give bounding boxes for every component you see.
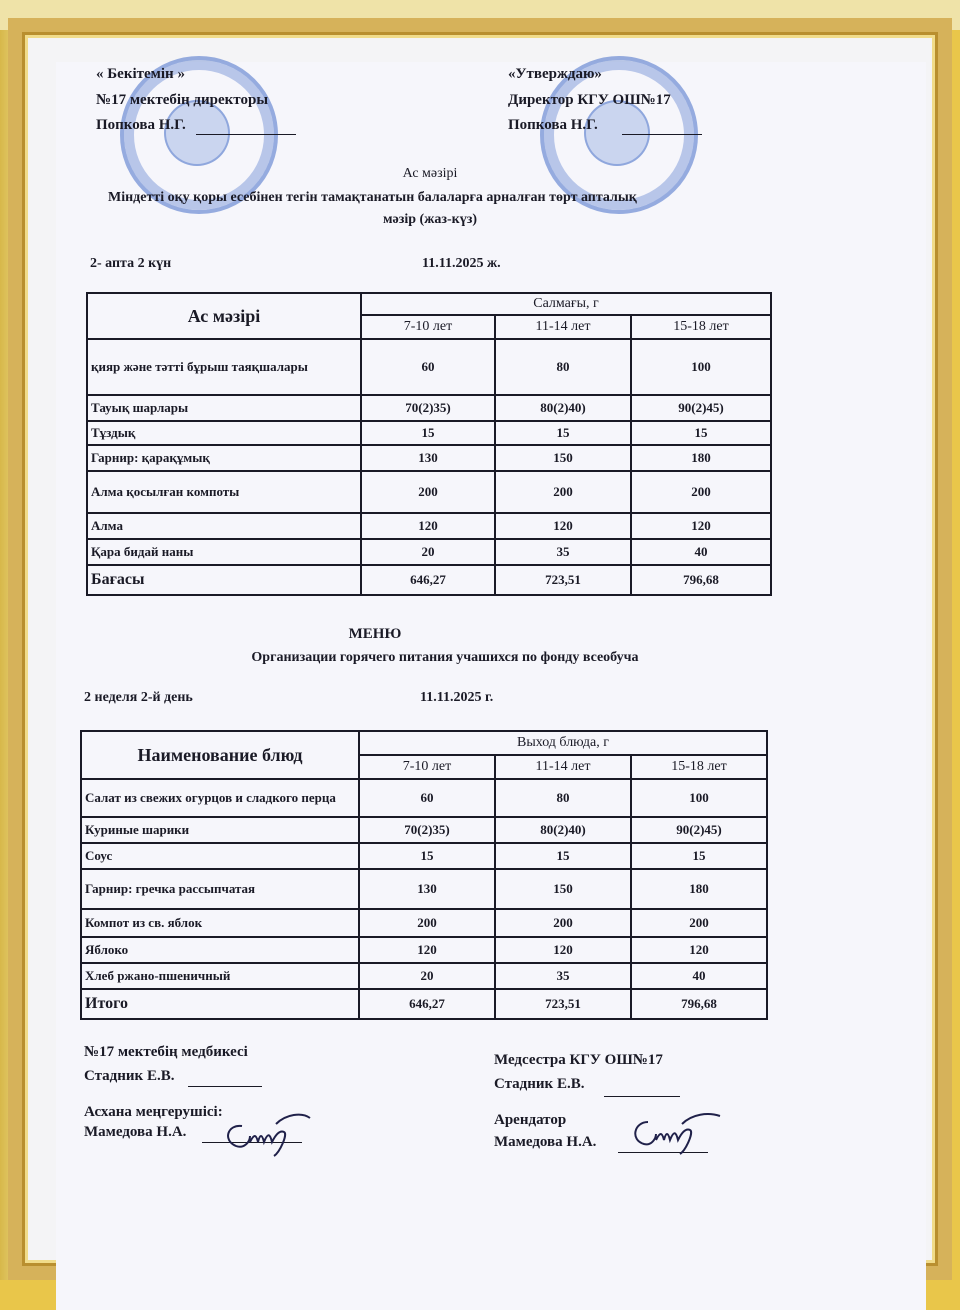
table-row (87, 445, 771, 471)
table-row (87, 339, 771, 395)
kz-row-value: 40 (631, 539, 771, 565)
kz-row-value: 120 (495, 513, 631, 539)
ru-week-day: 2 неделя 2-й день (84, 690, 193, 705)
kz-canteen-signature-icon (214, 1104, 314, 1164)
kz-row-value: 150 (495, 445, 631, 471)
kz-director-name: Попкова Н.Г. (96, 117, 186, 133)
ru-col-weight: Выход блюда, г (359, 731, 767, 755)
kz-approve: « Бекітемін » (96, 66, 185, 82)
ru-row-value: 100 (631, 779, 767, 817)
ru-row-name: Яблоко (81, 937, 359, 963)
table-row-total (81, 989, 767, 1019)
ru-row-value: 60 (359, 779, 495, 817)
table-row (87, 539, 771, 565)
kz-row-value: 120 (361, 513, 495, 539)
kz-nurse-title: №17 мектебің медбикесі (84, 1044, 248, 1060)
kz-total-value: 723,51 (495, 565, 631, 595)
kz-row-name: Алма қосылған компоты (87, 471, 361, 513)
ru-row-value: 200 (495, 909, 631, 937)
table-row (81, 779, 767, 817)
ru-row-value: 35 (495, 963, 631, 989)
kz-canteen-name: Мамедова Н.А. (84, 1124, 187, 1140)
ru-row-value: 20 (359, 963, 495, 989)
menu-sheet (56, 62, 926, 1310)
ru-signature-line (622, 134, 702, 135)
ru-total-value: 646,27 (359, 989, 495, 1019)
kz-age-15-18: 15-18 лет (631, 315, 771, 339)
ru-menu-table (80, 730, 768, 1020)
kz-row-value: 120 (631, 513, 771, 539)
kz-row-value: 90(2)45) (631, 395, 771, 421)
ru-nurse-signature-line (604, 1096, 680, 1097)
kz-row-value: 130 (361, 445, 495, 471)
ru-row-value: 130 (359, 869, 495, 909)
ru-row-name: Компот из св. яблок (81, 909, 359, 937)
kz-title: Ас мәзірі (402, 166, 458, 181)
kz-row-value: 200 (495, 471, 631, 513)
ru-row-value: 15 (495, 843, 631, 869)
ru-row-value: 120 (359, 937, 495, 963)
ru-age-11-14: 11-14 лет (495, 755, 631, 779)
ru-total-label: Итого (81, 989, 359, 1019)
kz-subtitle-2: мәзір (жаз-күз) (382, 212, 477, 227)
kz-row-name: Қара бидай наны (87, 539, 361, 565)
kz-row-value: 15 (495, 421, 631, 445)
ru-row-value: 200 (631, 909, 767, 937)
ru-director-position: Директор КГУ ОШ№17 (508, 92, 671, 108)
ru-tenant-name: Мамедова Н.А. (494, 1134, 597, 1150)
kz-row-name: Тауық шарлары (87, 395, 361, 421)
ru-total-value: 723,51 (495, 989, 631, 1019)
ru-row-name: Куриные шарики (81, 817, 359, 843)
ru-menu-subtitle: Организации горячего питания учашихся по фонду всеобуча (251, 650, 639, 665)
kz-row-name: Алма (87, 513, 361, 539)
ru-row-value: 120 (495, 937, 631, 963)
gold-frame (8, 18, 952, 1280)
ru-row-value: 15 (631, 843, 767, 869)
kz-date: 11.11.2025 ж. (422, 256, 501, 271)
ru-row-name: Салат из свежих огурцов и сладкого перца (81, 779, 359, 817)
kz-row-name: қияр және тәтті бұрыш таяқшалары (87, 339, 361, 395)
kz-week-day: 2- апта 2 күн (90, 256, 172, 271)
kz-col-weight: Салмағы, г (361, 293, 771, 315)
ru-age-7-10: 7-10 лет (359, 755, 495, 779)
kz-nurse-signature-line (188, 1086, 262, 1087)
table-row (81, 869, 767, 909)
kz-total-value: 646,27 (361, 565, 495, 595)
kz-age-7-10: 7-10 лет (361, 315, 495, 339)
ru-row-value: 150 (495, 869, 631, 909)
kz-row-value: 20 (361, 539, 495, 565)
kz-total-label: Бағасы (87, 565, 361, 595)
table-row (81, 963, 767, 989)
ru-total-value: 796,68 (631, 989, 767, 1019)
ru-row-value: 80 (495, 779, 631, 817)
table-row (87, 395, 771, 421)
ru-row-value: 180 (631, 869, 767, 909)
kz-row-value: 15 (631, 421, 771, 445)
ru-nurse-title: Медсестра КГУ ОШ№17 (494, 1052, 663, 1068)
ru-row-value: 90(2)45) (631, 817, 767, 843)
ru-row-value: 70(2)35) (359, 817, 495, 843)
kz-subtitle-1: Міндетті оқу қоры есебінен тегін тамақтанатын балаларға арналған төрт апталық (108, 190, 637, 205)
kz-row-value: 70(2)35) (361, 395, 495, 421)
kz-canteen-title: Асхана меңгерушісі: (84, 1104, 223, 1120)
ru-row-value: 200 (359, 909, 495, 937)
kz-age-11-14: 11-14 лет (495, 315, 631, 339)
ru-row-value: 120 (631, 937, 767, 963)
kz-row-name: Тұздық (87, 421, 361, 445)
ru-date: 11.11.2025 г. (420, 690, 494, 705)
ru-nurse-name: Стадник Е.В. (494, 1076, 585, 1092)
kz-row-value: 200 (631, 471, 771, 513)
ru-row-name: Соус (81, 843, 359, 869)
table-row (81, 937, 767, 963)
kz-total-value: 796,68 (631, 565, 771, 595)
ru-approve: «Утверждаю» (508, 66, 602, 82)
ru-row-value: 40 (631, 963, 767, 989)
kz-menu-table (86, 292, 772, 596)
table-row (81, 909, 767, 937)
ru-col-name: Наименование блюд (81, 731, 359, 779)
ru-row-name: Гарнир: гречка рассыпчатая (81, 869, 359, 909)
kz-row-value: 15 (361, 421, 495, 445)
kz-row-value: 180 (631, 445, 771, 471)
ru-menu-title: МЕНЮ (348, 626, 402, 642)
ru-row-name: Хлеб ржано-пшеничный (81, 963, 359, 989)
kz-row-value: 60 (361, 339, 495, 395)
kz-row-value: 35 (495, 539, 631, 565)
ru-row-value: 80(2)40) (495, 817, 631, 843)
kz-row-value: 200 (361, 471, 495, 513)
table-row (81, 843, 767, 869)
table-row (87, 471, 771, 513)
kz-nurse-name: Стадник Е.В. (84, 1068, 175, 1084)
ru-age-15-18: 15-18 лет (631, 755, 767, 779)
table-row (87, 513, 771, 539)
table-row (81, 817, 767, 843)
table-row (87, 421, 771, 445)
kz-signature-line (196, 134, 296, 135)
kz-row-value: 80(2)40) (495, 395, 631, 421)
kz-row-value: 100 (631, 339, 771, 395)
kz-director-position: №17 мектебің директоры (96, 92, 269, 108)
kz-row-name: Гарнир: қарақұмық (87, 445, 361, 471)
ru-director-name: Попкова Н.Г. (508, 117, 598, 133)
kz-col-name: Ас мәзірі (87, 293, 361, 339)
kz-row-value: 80 (495, 339, 631, 395)
ru-tenant-title: Арендатор (494, 1112, 567, 1128)
ru-tenant-signature-icon (624, 1108, 724, 1158)
table-row-total (87, 565, 771, 595)
ru-row-value: 15 (359, 843, 495, 869)
